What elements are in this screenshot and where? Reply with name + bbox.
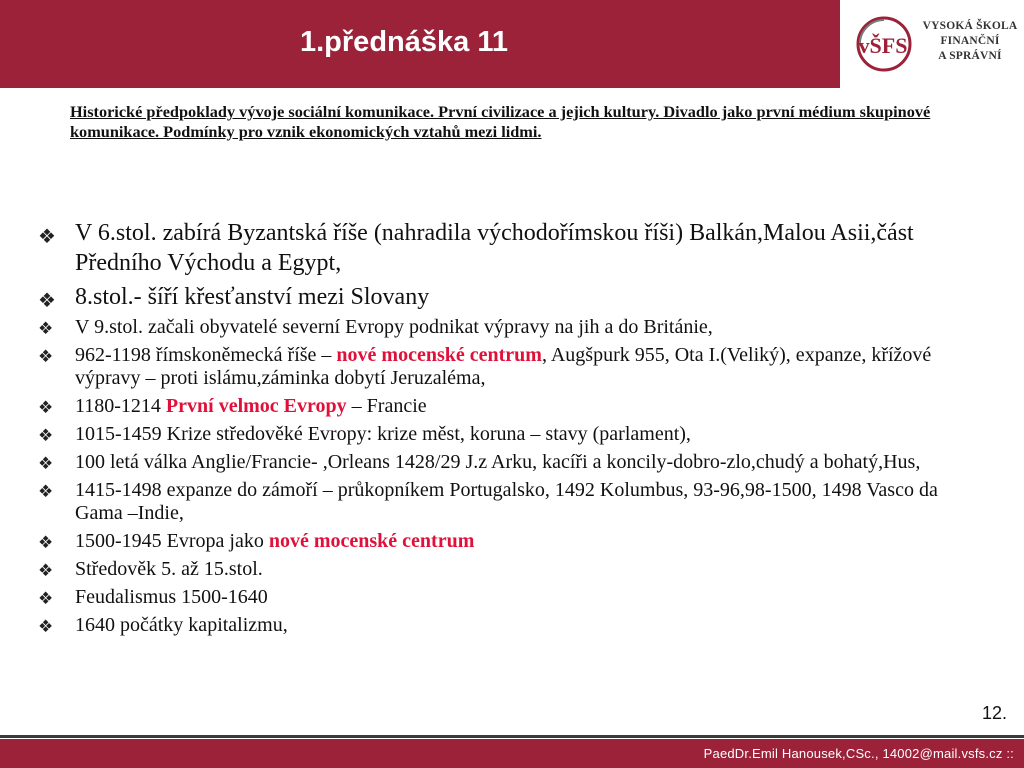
bullet-text: 962-1198 římskoněmecká říše – xyxy=(75,344,337,366)
bullet-text: 1500-1945 Evropa jako xyxy=(75,530,269,552)
diamond-bullet-icon: ❖ xyxy=(38,426,54,445)
bullet-text: , Augšpurk 955, Ota I.(Veliký), expanze, křížové výpravy – proti islámu,záminka dobytí Jeruzaléma, xyxy=(75,344,932,389)
diamond-bullet-icon: ❖ xyxy=(38,482,54,501)
bullet-item xyxy=(38,586,983,609)
logo-mark-text: vŠFS xyxy=(858,33,908,58)
diamond-bullet-icon: ❖ xyxy=(38,617,54,636)
diamond-bullet-icon: ❖ xyxy=(38,533,54,552)
bullet-text: Feudalismus 1500-1640 xyxy=(75,586,268,608)
bullet-item xyxy=(38,614,983,637)
bullet-item xyxy=(38,530,983,553)
bullet-text: 100 letá válka Anglie/Francie- ,Orleans 1428/29 J.z Arku, kacíři a koncily-dobro-zlo,chudý a bohatý,Hus, xyxy=(75,451,921,473)
diamond-bullet-icon: ❖ xyxy=(38,226,56,248)
bullet-item xyxy=(38,218,983,278)
diamond-bullet-icon: ❖ xyxy=(38,589,54,608)
diamond-bullet-icon: ❖ xyxy=(38,347,54,366)
footer-divider xyxy=(0,735,1024,738)
highlighted-text: První velmoc Evropy xyxy=(165,395,347,417)
bullet-item xyxy=(38,558,983,581)
logo-text xyxy=(922,19,1018,64)
diamond-bullet-icon: ❖ xyxy=(38,398,54,417)
bullet-item xyxy=(38,282,983,312)
vsfs-logo-icon xyxy=(854,10,912,78)
bullet-text: V 9.stol. začali obyvatelé severní Evropy podnikat výpravy na jih a do Británie, xyxy=(75,316,713,338)
bullet-text: 1640 počátky kapitalizmu, xyxy=(75,614,288,636)
bullet-item xyxy=(38,344,983,390)
school-logo xyxy=(842,0,1024,88)
bullet-list xyxy=(38,218,983,642)
bullet-item xyxy=(38,479,983,525)
bullet-text: Středověk 5. až 15.stol. xyxy=(75,558,263,580)
slide-title: 1.přednáška 11 xyxy=(300,26,508,58)
bullet-text: 8.stol.- šíří křesťanství mezi Slovany xyxy=(75,284,430,310)
diamond-bullet-icon: ❖ xyxy=(38,319,54,338)
bullet-text: 1180-1214 xyxy=(75,395,166,417)
footer-text: PaedDr.Emil Hanousek,CSc., 14002@mail.vsfs.cz :: xyxy=(703,746,1014,761)
logo-line-3: A SPRÁVNÍ xyxy=(938,50,1002,62)
footer-bar xyxy=(0,739,1024,768)
diamond-bullet-icon: ❖ xyxy=(38,454,54,473)
logo-line-1: VYSOKÁ ŠKOLA xyxy=(922,20,1018,32)
page-number: 12. xyxy=(982,703,1008,723)
bullet-item xyxy=(38,451,983,474)
bullet-text: V 6.stol. zabírá Byzantská říše (nahradila východořímskou říši) Balkán,Malou Asii,část Předního Východu a Egypt, xyxy=(75,220,914,276)
highlighted-text: nové mocenské centrum xyxy=(268,530,475,552)
title-bar xyxy=(0,0,840,88)
bullet-item xyxy=(38,316,983,339)
diamond-bullet-icon: ❖ xyxy=(38,290,56,312)
slide-subtitle: Historické předpoklady vývoje sociální komunikace. První civilizace a jejich kultury. Divadlo jako první médium skupinové komunikace. Podmínky pro vznik ekonomických vztahů mezi lidmi. xyxy=(70,102,931,141)
diamond-bullet-icon: ❖ xyxy=(38,561,54,580)
bullet-text: 1415-1498 expanze do zámoří – průkopníkem Portugalsko, 1492 Kolumbus, 93-96,98-1500, 1498 Vasco da Gama –Indie, xyxy=(75,479,938,524)
bullet-item xyxy=(38,395,983,418)
bullet-text: 1015-1459 Krize středověké Evropy: krize měst, koruna – stavy (parlament), xyxy=(75,423,691,445)
bullet-text: – Francie xyxy=(346,395,427,417)
bullet-item xyxy=(38,423,983,446)
logo-line-2: FINANČNÍ xyxy=(940,35,1000,47)
highlighted-text: nové mocenské centrum xyxy=(336,344,542,366)
